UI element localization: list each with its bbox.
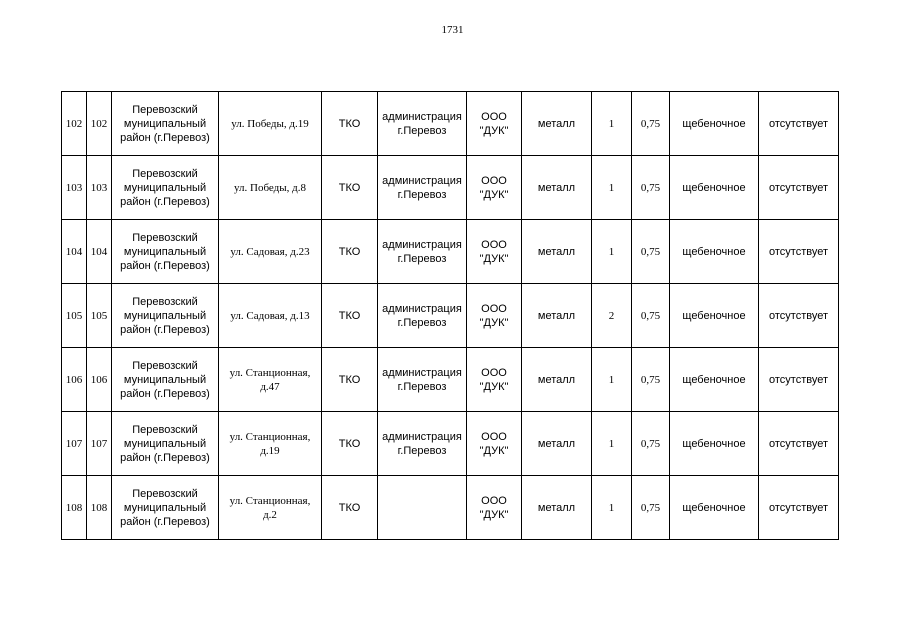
owner-cell: администрация г.Перевоз [378, 156, 467, 220]
waste-type-cell: ТКО [322, 348, 378, 412]
surface-cell: щебеночное [670, 92, 759, 156]
row-number-cell-2: 106 [87, 348, 112, 412]
district-cell: Перевозский муниципальный район (г.Перевоз) [112, 476, 219, 540]
material-cell: металл [522, 348, 592, 412]
owner-cell: администрация г.Перевоз [378, 412, 467, 476]
fence-cell: отсутствует [759, 156, 839, 220]
operator-cell: ООО "ДУК" [467, 284, 522, 348]
row-number-cell: 103 [62, 156, 87, 220]
fence-cell: отсутствует [759, 476, 839, 540]
material-cell: металл [522, 284, 592, 348]
table-row [62, 220, 839, 284]
district-cell: Перевозский муниципальный район (г.Перевоз) [112, 284, 219, 348]
material-cell: металл [522, 92, 592, 156]
container-volume-cell: 0,75 [632, 476, 670, 540]
table-row [62, 92, 839, 156]
fence-cell: отсутствует [759, 348, 839, 412]
address-cell: ул. Станционная, д.2 [219, 476, 322, 540]
container-volume-cell: 0,75 [632, 156, 670, 220]
container-count-cell: 1 [592, 348, 632, 412]
fence-cell: отсутствует [759, 220, 839, 284]
owner-cell: администрация г.Перевоз [378, 348, 467, 412]
surface-cell: щебеночное [670, 412, 759, 476]
address-cell: ул. Садовая, д.13 [219, 284, 322, 348]
row-number-cell: 108 [62, 476, 87, 540]
table-body [62, 92, 839, 540]
address-cell: ул. Победы, д.19 [219, 92, 322, 156]
waste-type-cell: ТКО [322, 220, 378, 284]
waste-type-cell: ТКО [322, 156, 378, 220]
address-cell: ул. Станционная, д.19 [219, 412, 322, 476]
material-cell: металл [522, 220, 592, 284]
operator-cell: ООО "ДУК" [467, 476, 522, 540]
surface-cell: щебеночное [670, 476, 759, 540]
container-count-cell: 1 [592, 476, 632, 540]
row-number-cell-2: 107 [87, 412, 112, 476]
district-cell: Перевозский муниципальный район (г.Перевоз) [112, 92, 219, 156]
container-volume-cell: 0,75 [632, 412, 670, 476]
operator-cell: ООО "ДУК" [467, 220, 522, 284]
surface-cell: щебеночное [670, 156, 759, 220]
operator-cell: ООО "ДУК" [467, 412, 522, 476]
operator-cell: ООО "ДУК" [467, 156, 522, 220]
surface-cell: щебеночное [670, 284, 759, 348]
material-cell: металл [522, 156, 592, 220]
surface-cell: щебеночное [670, 348, 759, 412]
container-volume-cell: 0,75 [632, 92, 670, 156]
container-count-cell: 2 [592, 284, 632, 348]
waste-type-cell: ТКО [322, 476, 378, 540]
container-volume-cell: 0,75 [632, 220, 670, 284]
row-number-cell: 102 [62, 92, 87, 156]
page-number: 1731 [441, 24, 464, 36]
table-row [62, 476, 839, 540]
address-cell: ул. Садовая, д.23 [219, 220, 322, 284]
table-row [62, 412, 839, 476]
district-cell: Перевозский муниципальный район (г.Перевоз) [112, 348, 219, 412]
waste-type-cell: ТКО [322, 284, 378, 348]
table-row [62, 284, 839, 348]
owner-cell: администрация г.Перевоз [378, 220, 467, 284]
table-row [62, 348, 839, 412]
fence-cell: отсутствует [759, 92, 839, 156]
row-number-cell-2: 104 [87, 220, 112, 284]
row-number-cell: 106 [62, 348, 87, 412]
row-number-cell: 107 [62, 412, 87, 476]
row-number-cell-2: 103 [87, 156, 112, 220]
container-count-cell: 1 [592, 92, 632, 156]
surface-cell: щебеночное [670, 220, 759, 284]
waste-site-table [61, 91, 839, 540]
material-cell: металл [522, 412, 592, 476]
waste-type-cell: ТКО [322, 412, 378, 476]
district-cell: Перевозский муниципальный район (г.Перевоз) [112, 156, 219, 220]
address-cell: ул. Победы, д.8 [219, 156, 322, 220]
owner-cell [378, 476, 467, 540]
container-count-cell: 1 [592, 412, 632, 476]
row-number-cell: 104 [62, 220, 87, 284]
address-cell: ул. Станционная, д.47 [219, 348, 322, 412]
container-volume-cell: 0,75 [632, 284, 670, 348]
district-cell: Перевозский муниципальный район (г.Перевоз) [112, 412, 219, 476]
fence-cell: отсутствует [759, 284, 839, 348]
container-count-cell: 1 [592, 156, 632, 220]
material-cell: металл [522, 476, 592, 540]
waste-type-cell: ТКО [322, 92, 378, 156]
container-volume-cell: 0,75 [632, 348, 670, 412]
district-cell: Перевозский муниципальный район (г.Перевоз) [112, 220, 219, 284]
fence-cell: отсутствует [759, 412, 839, 476]
row-number-cell-2: 102 [87, 92, 112, 156]
container-count-cell: 1 [592, 220, 632, 284]
table-row [62, 156, 839, 220]
operator-cell: ООО "ДУК" [467, 92, 522, 156]
row-number-cell: 105 [62, 284, 87, 348]
row-number-cell-2: 108 [87, 476, 112, 540]
owner-cell: администрация г.Перевоз [378, 284, 467, 348]
owner-cell: администрация г.Перевоз [378, 92, 467, 156]
operator-cell: ООО "ДУК" [467, 348, 522, 412]
row-number-cell-2: 105 [87, 284, 112, 348]
